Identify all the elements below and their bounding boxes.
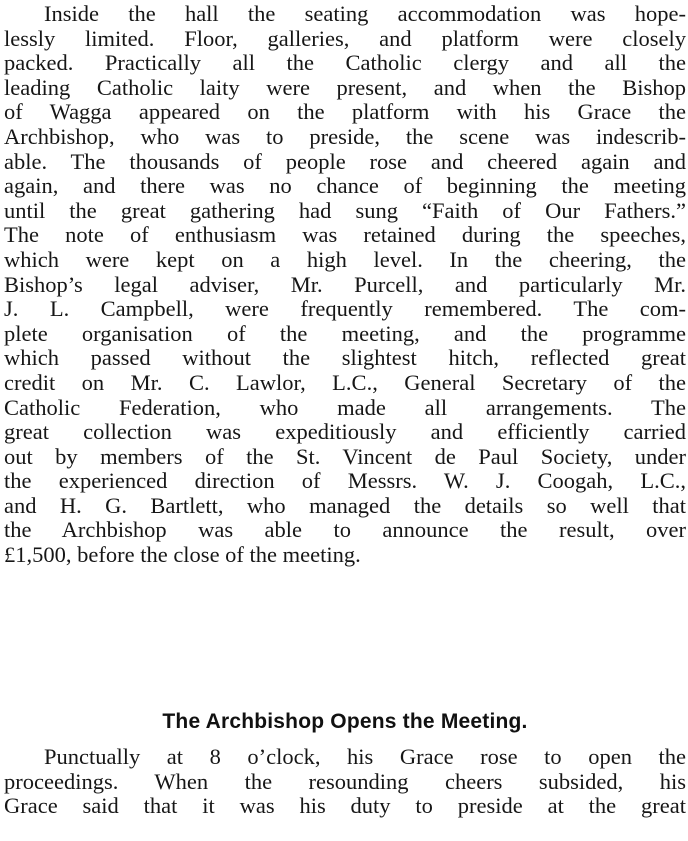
text-line: again, and there was no chance of beginning the meeting [4, 173, 686, 199]
text-line: Archbishop, who was to preside, the scene was indescrib- [4, 123, 686, 149]
section-heading: The Archbishop Opens the Meeting. [162, 710, 528, 733]
text-line: plete organisation of the meeting, and the programme [4, 320, 686, 346]
text-line: out by members of the St. Vincent de Paul Society, under [4, 443, 686, 469]
text-line: Punctually at 8 o’clock, his Grace rose to open the [44, 744, 686, 769]
text-line: which were kept on a high level. In the cheering, the [4, 246, 686, 272]
text-line: £1,500, before the close of the meeting. [4, 542, 361, 568]
text-line: proceedings. When the resounding cheers subsided, his [4, 768, 686, 794]
text-line: leading Catholic laity were present, and when the Bishop [4, 74, 686, 100]
document-page [4, 0, 686, 841]
text-line: The note of enthusiasm was retained during the speeches, [4, 222, 686, 248]
text-line: and H. G. Bartlett, who managed the details so well that [4, 492, 686, 518]
article-paragraph-1 [4, 0, 686, 568]
text-line: Bishop’s legal adviser, Mr. Purcell, and particularly Mr. [4, 271, 686, 297]
text-line: of Wagga appeared on the platform with his Grace the [4, 99, 686, 125]
text-line: J. L. Campbell, were frequently remembered. The com- [4, 296, 686, 322]
text-line: credit on Mr. C. Lawlor, L.C., General Secretary of the [4, 369, 686, 395]
text-line: able. The thousands of people rose and cheered again and [4, 148, 686, 174]
article-paragraph-2 [4, 745, 686, 819]
text-line: which passed without the slightest hitch, reflected great [4, 345, 686, 371]
text-line: packed. Practically all the Catholic clergy and all the [4, 50, 686, 76]
text-line: Catholic Federation, who made all arrangements. The [4, 394, 686, 420]
text-line: the Archbishop was able to announce the result, over [4, 517, 686, 543]
text-line: Grace said that it was his duty to preside at the great [4, 793, 686, 819]
text-line: the experienced direction of Messrs. W. J. Coogah, L.C., [4, 468, 686, 494]
text-line: great collection was expeditiously and efficiently carried [4, 419, 686, 445]
text-line: until the great gathering had sung “Faith of Our Fathers.” [4, 197, 686, 223]
text-line: Inside the hall the seating accommodation was hope- [44, 1, 686, 26]
text-line: lessly limited. Floor, galleries, and platform were closely [4, 25, 686, 51]
